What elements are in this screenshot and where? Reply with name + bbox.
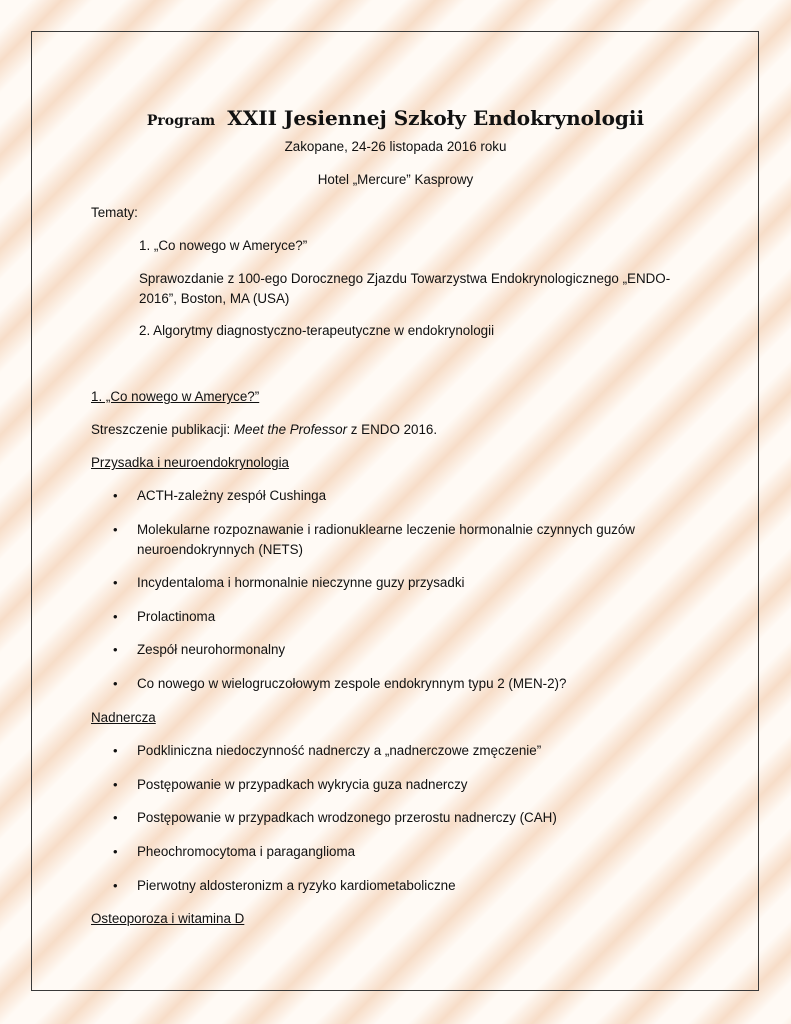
bullet-icon: • <box>113 642 118 657</box>
section-1-heading: 1. „Co nowego w Ameryce?” <box>91 389 260 404</box>
summary-prefix: Streszczenie publikacji: <box>91 422 234 437</box>
bullet-icon: • <box>113 810 118 825</box>
bullet-icon: • <box>113 743 118 758</box>
bullet-icon: • <box>113 676 118 691</box>
hotel-line: Hotel „Mercure” Kasprowy <box>317 172 474 187</box>
pituitary-heading: Przysadka i neuroendokrynologia <box>91 455 290 470</box>
list-item: Co nowego w wielogruczołowym zespole endokrynnym typu 2 (MEN-2)? <box>137 676 567 691</box>
list-item: Podkliniczna niedoczynność nadnerczy a „nadnerczowe zmęczenie” <box>137 743 542 758</box>
list-item: Postępowanie w przypadkach wrodzonego przerostu nadnerczy (CAH) <box>137 810 557 825</box>
list-item: ACTH-zależny zespół Cushinga <box>137 488 327 503</box>
bullet-icon: • <box>113 777 118 792</box>
list-item: Zespół neurohormonalny <box>137 642 286 657</box>
osteo-heading: Osteoporoza i witamina D <box>91 911 245 926</box>
summary-italic: Meet the Professor <box>233 422 348 437</box>
summary-suffix: z ENDO 2016. <box>347 422 438 437</box>
title-prefix: Program <box>146 113 216 129</box>
list-item: Pierwotny aldosteronizm a ryzyko kardiometaboliczne <box>137 878 456 893</box>
bullet-icon: • <box>113 575 118 590</box>
bullet-icon: • <box>113 609 118 624</box>
page-title <box>0 106 791 130</box>
topic-item-1-desc: Sprawozdanie z 100-ego Dorocznego Zjazdu Towarzystwa Endokrynologicznego „ENDO-2016”, Boston, MA (USA) <box>139 271 671 306</box>
list-item: Postępowanie w przypadkach wykrycia guza nadnerczy <box>137 777 468 792</box>
topic-item-2: 2. Algorytmy diagnostyczno-terapeutyczne w endokrynologii <box>139 323 495 338</box>
list-item: Prolactinoma <box>137 609 216 624</box>
topic-item-1: 1. „Co nowego w Ameryce?” <box>139 238 308 253</box>
list-item: Pheochromocytoma i paraganglioma <box>137 844 356 859</box>
date-line: Zakopane, 24-26 listopada 2016 roku <box>284 139 507 154</box>
bullet-icon: • <box>113 488 118 503</box>
adrenal-heading: Nadnercza <box>91 710 156 725</box>
bullet-icon: • <box>113 878 118 893</box>
topics-heading: Tematy: <box>91 205 138 220</box>
list-item: Incydentaloma i hormonalnie nieczynne guzy przysadki <box>137 575 465 590</box>
title-main: XXII Jesiennej Szkoły Endokrynologii <box>227 106 645 130</box>
summary-line <box>91 420 437 440</box>
bullet-icon: • <box>113 844 118 859</box>
list-item: Molekularne rozpoznawanie i radionuklearne leczenie hormonalnie czynnych guzów neuroendokrynnych (NETS) <box>137 522 635 557</box>
bullet-icon: • <box>113 522 118 537</box>
